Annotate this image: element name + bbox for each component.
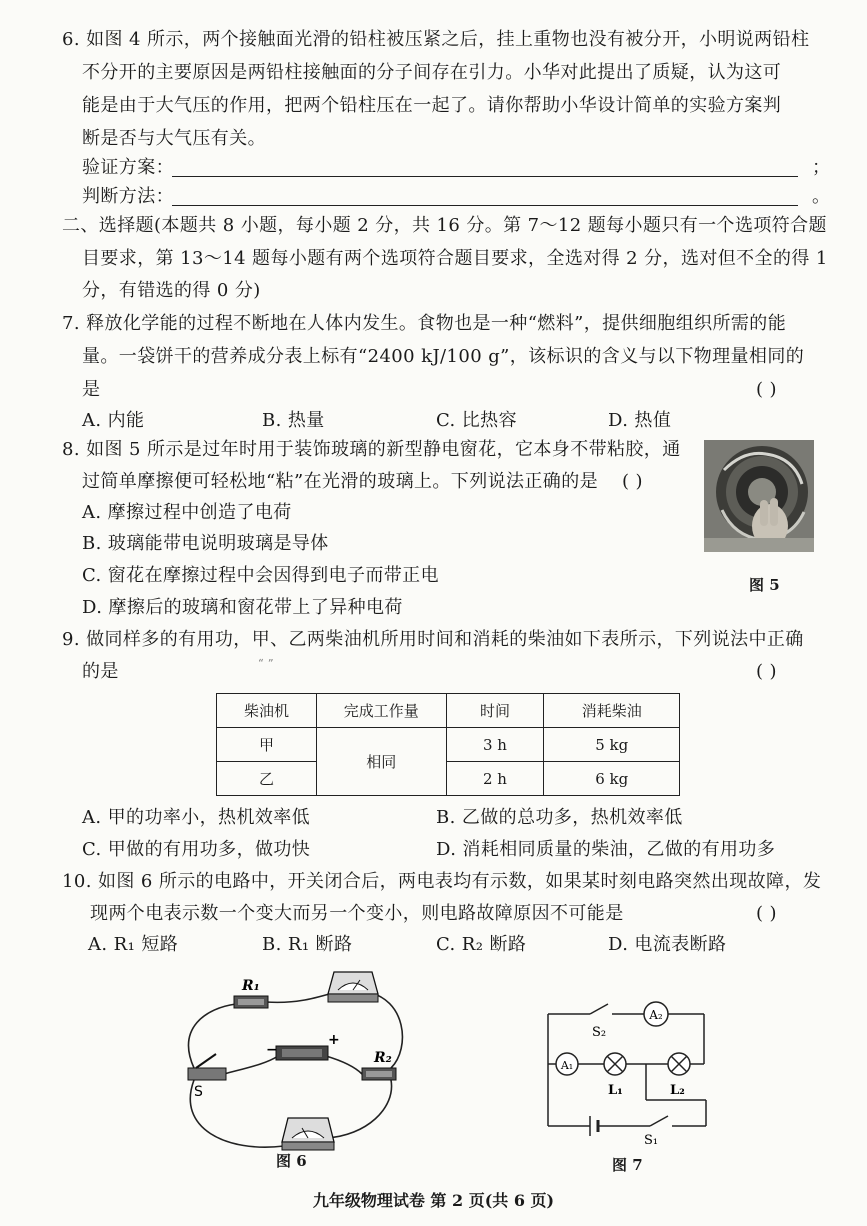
q8-line-2: 过简单摩擦便可轻松地“粘”在光滑的玻璃上。下列说法正确的是 [82,471,599,492]
wire [190,1080,284,1147]
figure7-schematic [540,992,720,1144]
q9-line-2: 的是 [82,661,119,682]
q10-option-b[interactable]: B. R₁ 断路 [262,934,353,955]
q9-stray-quotes: “ ” [258,657,274,670]
q7-option-b[interactable]: B. 热量 [262,410,325,431]
q7-line-1: 7. 释放化学能的过程不断地在人体内发生。食物也是一种“燃料”，提供细胞组织所需的能 [62,313,787,334]
q8-line-1: 8. 如图 5 所示是过年时用于装饰玻璃的新型静电窗花，它本身不带粘胶，通 [62,439,681,460]
section2-line-3: 分，有错选的得 0 分) [82,280,261,301]
q10-line-2: 现两个电表示数一个变大而另一个变小，则电路故障原因不可能是 [90,903,624,924]
q10-answer-paren[interactable]: ( ) [756,903,777,924]
q8-option-b[interactable]: B. 玻璃能带电说明玻璃是导体 [82,533,329,554]
voltmeter-icon [328,972,378,1002]
q8-answer-paren[interactable]: ( ) [622,471,643,492]
q7-answer-paren[interactable]: ( ) [756,379,777,400]
r2-label: R₂ [374,1050,392,1066]
q6-method-label: 判断方法： [82,186,174,207]
figure6-circuit-drawing [166,968,416,1168]
q10-line-1: 10. 如图 6 所示的电路中，开关闭合后，两电表均有示数，如果某时刻电路突然出现故障，发 [62,871,822,892]
q9-option-c[interactable]: C. 甲做的有用功多，做功快 [82,839,311,860]
q8-option-c[interactable]: C. 窗花在摩擦过程中会因得到电子而带正电 [82,565,439,586]
switch-label: S [194,1084,203,1100]
q9-option-a[interactable]: A. 甲的功率小，热机效率低 [82,807,311,828]
r1-label: R₁ [242,978,260,994]
s2-label: S₂ [592,1025,607,1040]
q6-plan-label: 验证方案： [82,157,174,178]
q9-option-b[interactable]: B. 乙做的总功多，热机效率低 [436,807,683,828]
table-cell-engine: 乙 [217,762,317,796]
wire [189,1004,236,1068]
q7-option-a[interactable]: A. 内能 [82,410,145,431]
table-header-cell: 柴油机 [217,694,317,728]
battery-plus-label: + [328,1032,340,1048]
page-footer: 九年级物理试卷 第 2 页(共 6 页) [312,1191,555,1210]
wire [326,1056,362,1074]
q10-option-a[interactable]: A. R₁ 短路 [88,934,179,955]
q9-option-d[interactable]: D. 消耗相同质量的柴油，乙做的有用功多 [436,839,776,860]
wire [326,1080,392,1138]
q10-option-d[interactable]: D. 电流表断路 [608,934,727,955]
q8-option-d[interactable]: D. 摩擦后的玻璃和窗花带上了异种电荷 [82,597,403,618]
r1-resistor [234,996,268,1008]
q8-option-a[interactable]: A. 摩擦过程中创造了电荷 [82,502,292,523]
q6-method-end: 。 [812,186,831,207]
section2-line-2: 目要求，第 13～14 题每小题有两个选项符合题目要求，全选对得 2 分，选对但不全的得 1 [82,248,828,269]
table-cell-time: 3 h [446,728,544,762]
table-header-cell: 完成工作量 [316,694,446,728]
q7-line-3: 是 [82,379,101,400]
q9-answer-paren[interactable]: ( ) [756,661,777,682]
table-cell-time: 2 h [446,762,544,796]
l1-label: L₁ [608,1083,623,1098]
table-cell-work: 相同 [316,728,446,796]
table-cell-engine: 甲 [217,728,317,762]
window-flower-photo [704,440,814,552]
table-header-cell: 消耗柴油 [544,694,680,728]
a2-label: A₂ [649,1008,663,1022]
q6-plan-end: ； [812,157,831,178]
wire [266,992,336,1002]
section2-line-1: 二、选择题(本题共 8 小题，每小题 2 分，共 16 分。第 7～12 题每小题只有一个选项符合题 [62,215,827,236]
q9-line-1: 9. 做同样多的有用功，甲、乙两柴油机所用时间和消耗的柴油如下表所示，下列说法中正确 [62,629,804,650]
figure5-caption: 图 5 [749,576,780,594]
table-header-row [217,694,680,728]
r2-resistor [362,1068,396,1080]
s1-label: S₁ [644,1133,659,1144]
lamp-l2-icon [668,1053,690,1075]
table-row [217,762,680,796]
ammeter-icon [282,1118,334,1150]
a1-label: A₁ [560,1059,574,1072]
q6-line-4: 断是否与大气压有关。 [82,128,266,149]
q10-option-c[interactable]: C. R₂ 断路 [436,934,527,955]
q6-line-1: 6. 如图 4 所示，两个接触面光滑的铅柱被压紧之后，挂上重物也没有被分开，小明说两铅柱 [62,29,810,50]
q6-plan-answer-line[interactable] [172,176,798,177]
table-row [217,728,680,762]
diesel-engine-table [216,693,680,796]
wire [224,1056,278,1074]
q6-line-2: 不分开的主要原因是两铅柱接触面的分子间存在引力。小华对此提出了质疑，认为这可 [82,62,782,83]
battery-icon [276,1046,328,1060]
battery-minus-label: − [266,1042,278,1058]
table-cell-fuel: 6 kg [544,762,680,796]
table-cell-fuel: 5 kg [544,728,680,762]
q7-option-c[interactable]: C. 比热容 [436,410,517,431]
q6-line-3: 能是由于大气压的作用，把两个铅柱压在一起了。请你帮助小华设计简单的实验方案判 [82,95,782,116]
q7-line-2: 量。一袋饼干的营养成分表上标有“2400 kJ/100 g”，该标识的含义与以下物理量相同的 [82,346,805,367]
table-header-cell: 时间 [446,694,544,728]
lamp-l1-icon [604,1053,626,1075]
l2-label: L₂ [670,1083,685,1098]
figure7-caption: 图 7 [612,1156,643,1174]
figure6-caption: 图 6 [276,1152,307,1170]
q6-method-answer-line[interactable] [172,205,798,206]
q7-option-d[interactable]: D. 热值 [608,410,672,431]
